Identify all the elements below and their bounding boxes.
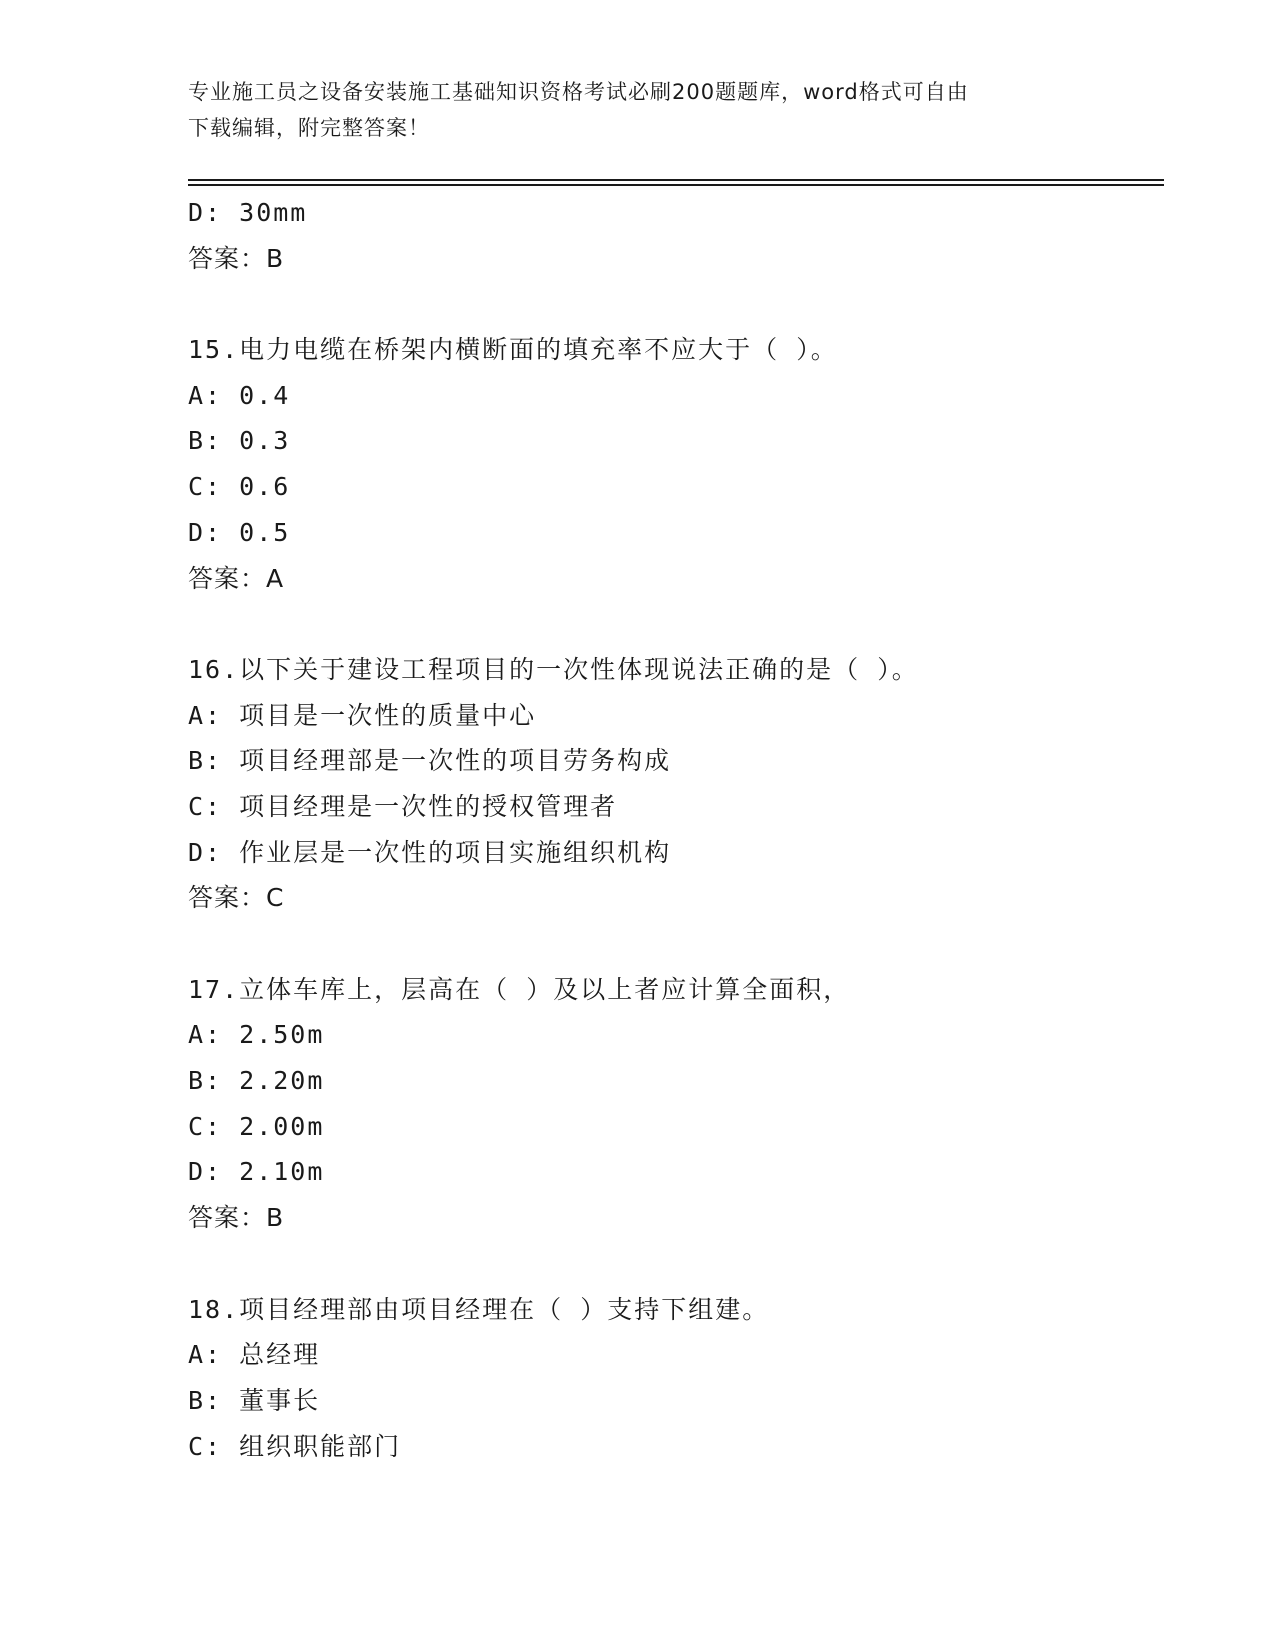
option-d: D: 2.10m xyxy=(188,1157,325,1187)
option-c: C: 组织职能部门 xyxy=(188,1431,402,1461)
option-c: C: 2.00m xyxy=(188,1111,325,1141)
header-divider-top xyxy=(188,179,1164,181)
header-line-1: 专业施工员之设备安装施工基础知识资格考试必刷200题题库，word格式可自由 xyxy=(188,80,969,104)
option-b: B: 0.3 xyxy=(188,426,291,456)
header-divider-bottom xyxy=(188,184,1164,186)
header-line-2: 下载编辑，附完整答案！ xyxy=(188,116,430,140)
answer-line: 答案：C xyxy=(188,883,285,913)
option-c: C: 项目经理是一次性的授权管理者 xyxy=(188,791,618,821)
option-b: B: 2.20m xyxy=(188,1066,325,1096)
document-header xyxy=(188,74,1088,146)
answer-line: 答案：A xyxy=(188,563,285,593)
option-d: D: 30mm xyxy=(188,198,308,227)
option-c: C: 0.6 xyxy=(188,472,291,502)
option-a: A: 0.4 xyxy=(188,380,291,410)
option-b: B: 董事长 xyxy=(188,1385,321,1415)
option-d: D: 0.5 xyxy=(188,517,291,547)
question-stem: 17.立体车库上，层高在（ ）及以上者应计算全面积， xyxy=(188,974,851,1004)
spacer xyxy=(188,921,1148,967)
question-18 xyxy=(188,1287,1148,1470)
option-a: A: 项目是一次性的质量中心 xyxy=(188,700,537,730)
question-stem: 18.项目经理部由项目经理在（ ）支持下组建。 xyxy=(188,1294,770,1324)
spacer xyxy=(188,1241,1148,1287)
spacer xyxy=(188,281,1148,327)
answer-line: 答案：B xyxy=(188,243,285,273)
spacer xyxy=(188,601,1148,647)
option-b: B: 项目经理部是一次性的项目劳务构成 xyxy=(188,746,672,776)
answer-line: 答案：B xyxy=(188,1203,285,1233)
question-15 xyxy=(188,327,1148,601)
option-d: D: 作业层是一次性的项目实施组织机构 xyxy=(188,837,672,867)
option-a: A: 2.50m xyxy=(188,1020,325,1050)
question-17 xyxy=(188,967,1148,1241)
question-stem: 16.以下关于建设工程项目的一次性体现说法正确的是（ ）。 xyxy=(188,654,919,684)
question-16 xyxy=(188,647,1148,921)
question-stem: 15.电力电缆在桥架内横断面的填充率不应大于（ ）。 xyxy=(188,335,838,365)
question-list xyxy=(188,190,1148,1469)
option-a: A: 总经理 xyxy=(188,1340,321,1370)
